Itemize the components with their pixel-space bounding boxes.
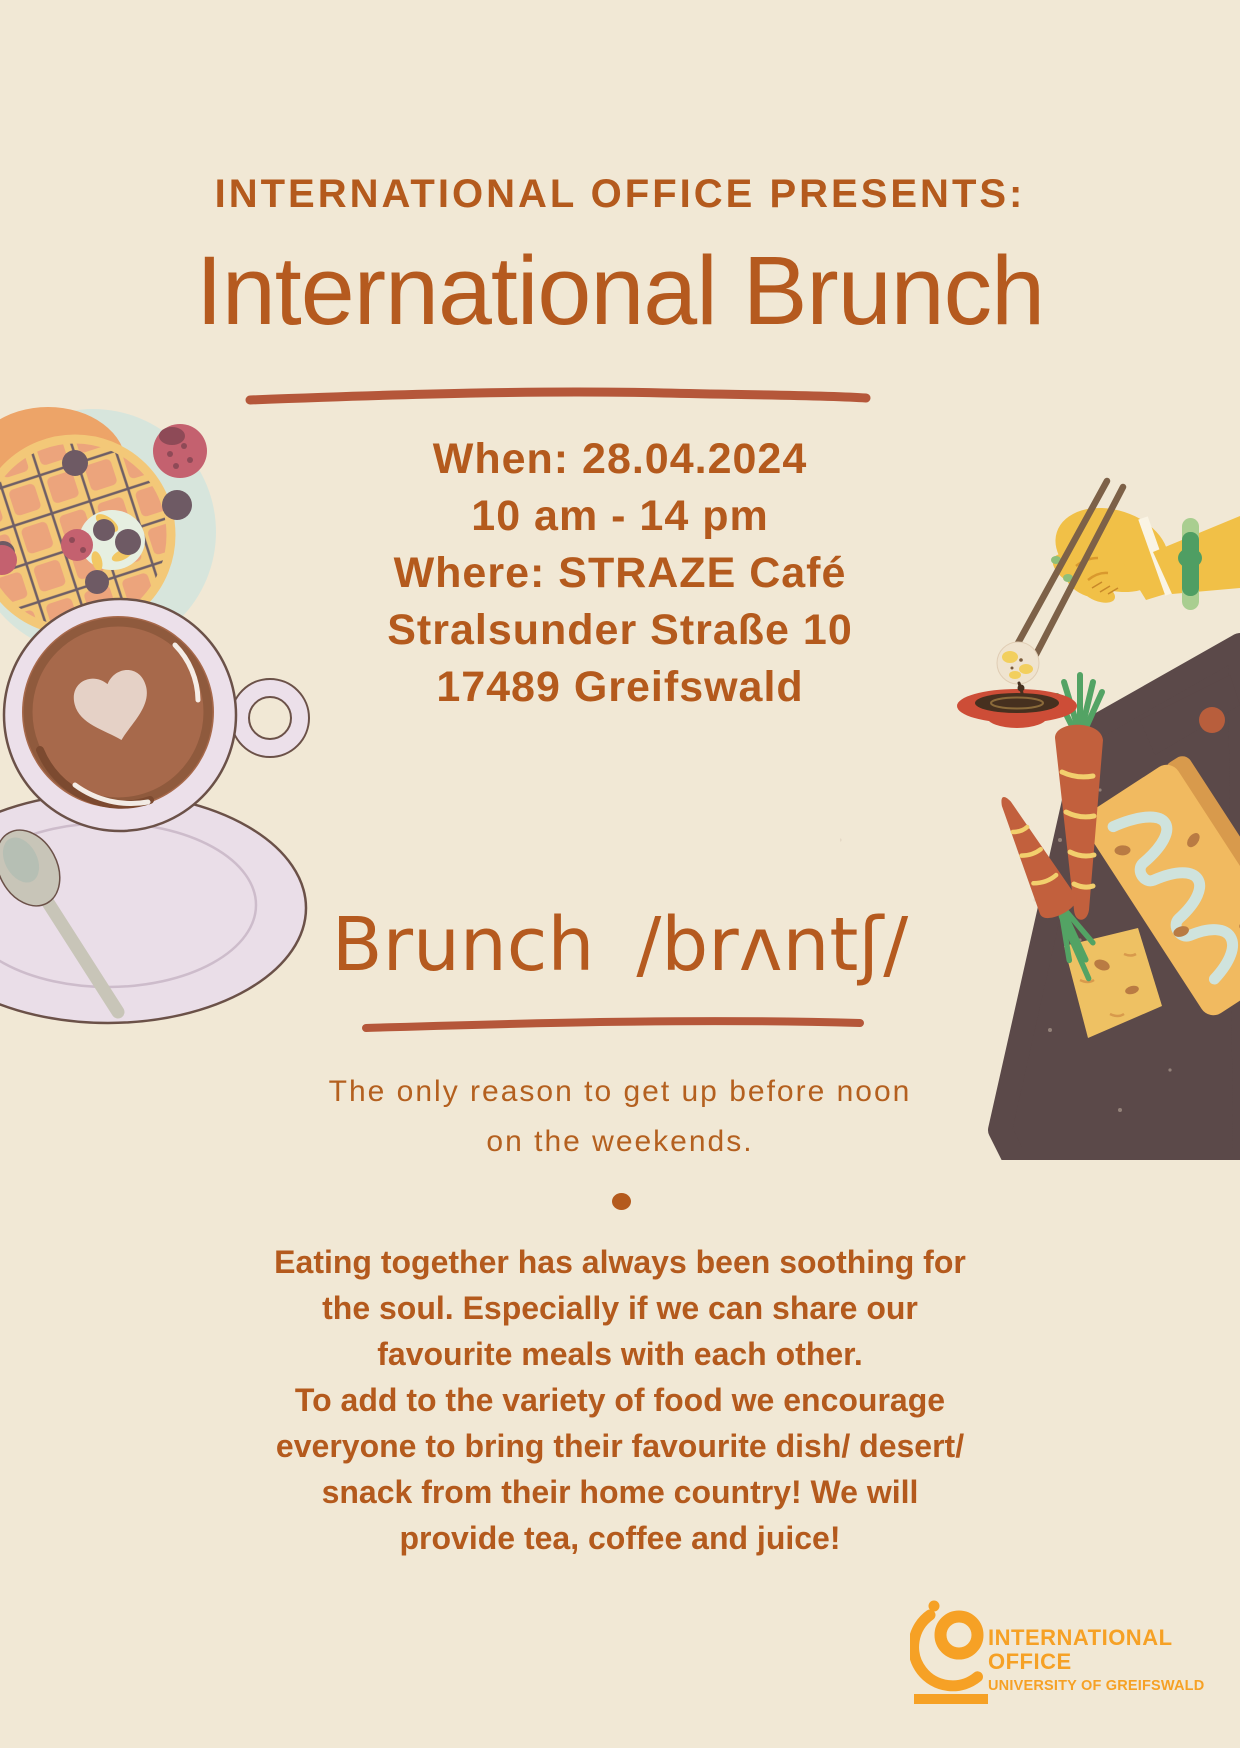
logo-org-line-1: INTERNATIONAL [988, 1625, 1173, 1650]
logo-org-line-2: OFFICE [988, 1649, 1072, 1674]
definition-phonetic: /brʌntʃ/ [636, 902, 909, 988]
body-line: provide tea, coffee and juice! [399, 1520, 841, 1556]
detail-street: Stralsunder Straße 10 [387, 606, 853, 654]
brunch-definition [0, 902, 1240, 988]
kicker: INTERNATIONAL OFFICE PRESENTS: [214, 172, 1026, 216]
definition-word: Brunch [331, 902, 595, 988]
event-details [0, 431, 1240, 716]
logo-text [988, 1626, 1204, 1694]
invitation-text [0, 1239, 1240, 1561]
io-logo-icon [910, 1598, 988, 1706]
poster-title: International Brunch [195, 236, 1045, 345]
detail-when: When: 28.04.2024 [432, 435, 808, 483]
detail-where: Where: STRAZE Café [393, 549, 847, 597]
separator-dot [612, 1193, 631, 1210]
body-line: snack from their home country! We will [321, 1474, 919, 1510]
tagline-line-1: The only reason to get up before noon [328, 1075, 912, 1108]
definition-underline-stroke [361, 1015, 865, 1035]
tagline [0, 1067, 1240, 1167]
logo-university-line: UNIVERSITY OF GREIFSWALD [988, 1678, 1205, 1694]
body-line: the soul. Especially if we can share our [322, 1290, 918, 1326]
body-line: Eating together has always been soothing for [274, 1244, 966, 1280]
body-line: To add to the variety of food we encourage [294, 1382, 946, 1418]
international-office-logo [910, 1596, 1240, 1708]
body-line: everyone to bring their favourite dish/ desert/ [275, 1428, 965, 1464]
detail-city: 17489 Greifswald [436, 663, 804, 711]
title-underline-stroke [244, 386, 872, 408]
body-line: favourite meals with each other. [377, 1336, 863, 1372]
detail-time: 10 am - 14 pm [471, 492, 769, 540]
tagline-line-2: on the weekends. [486, 1125, 754, 1158]
